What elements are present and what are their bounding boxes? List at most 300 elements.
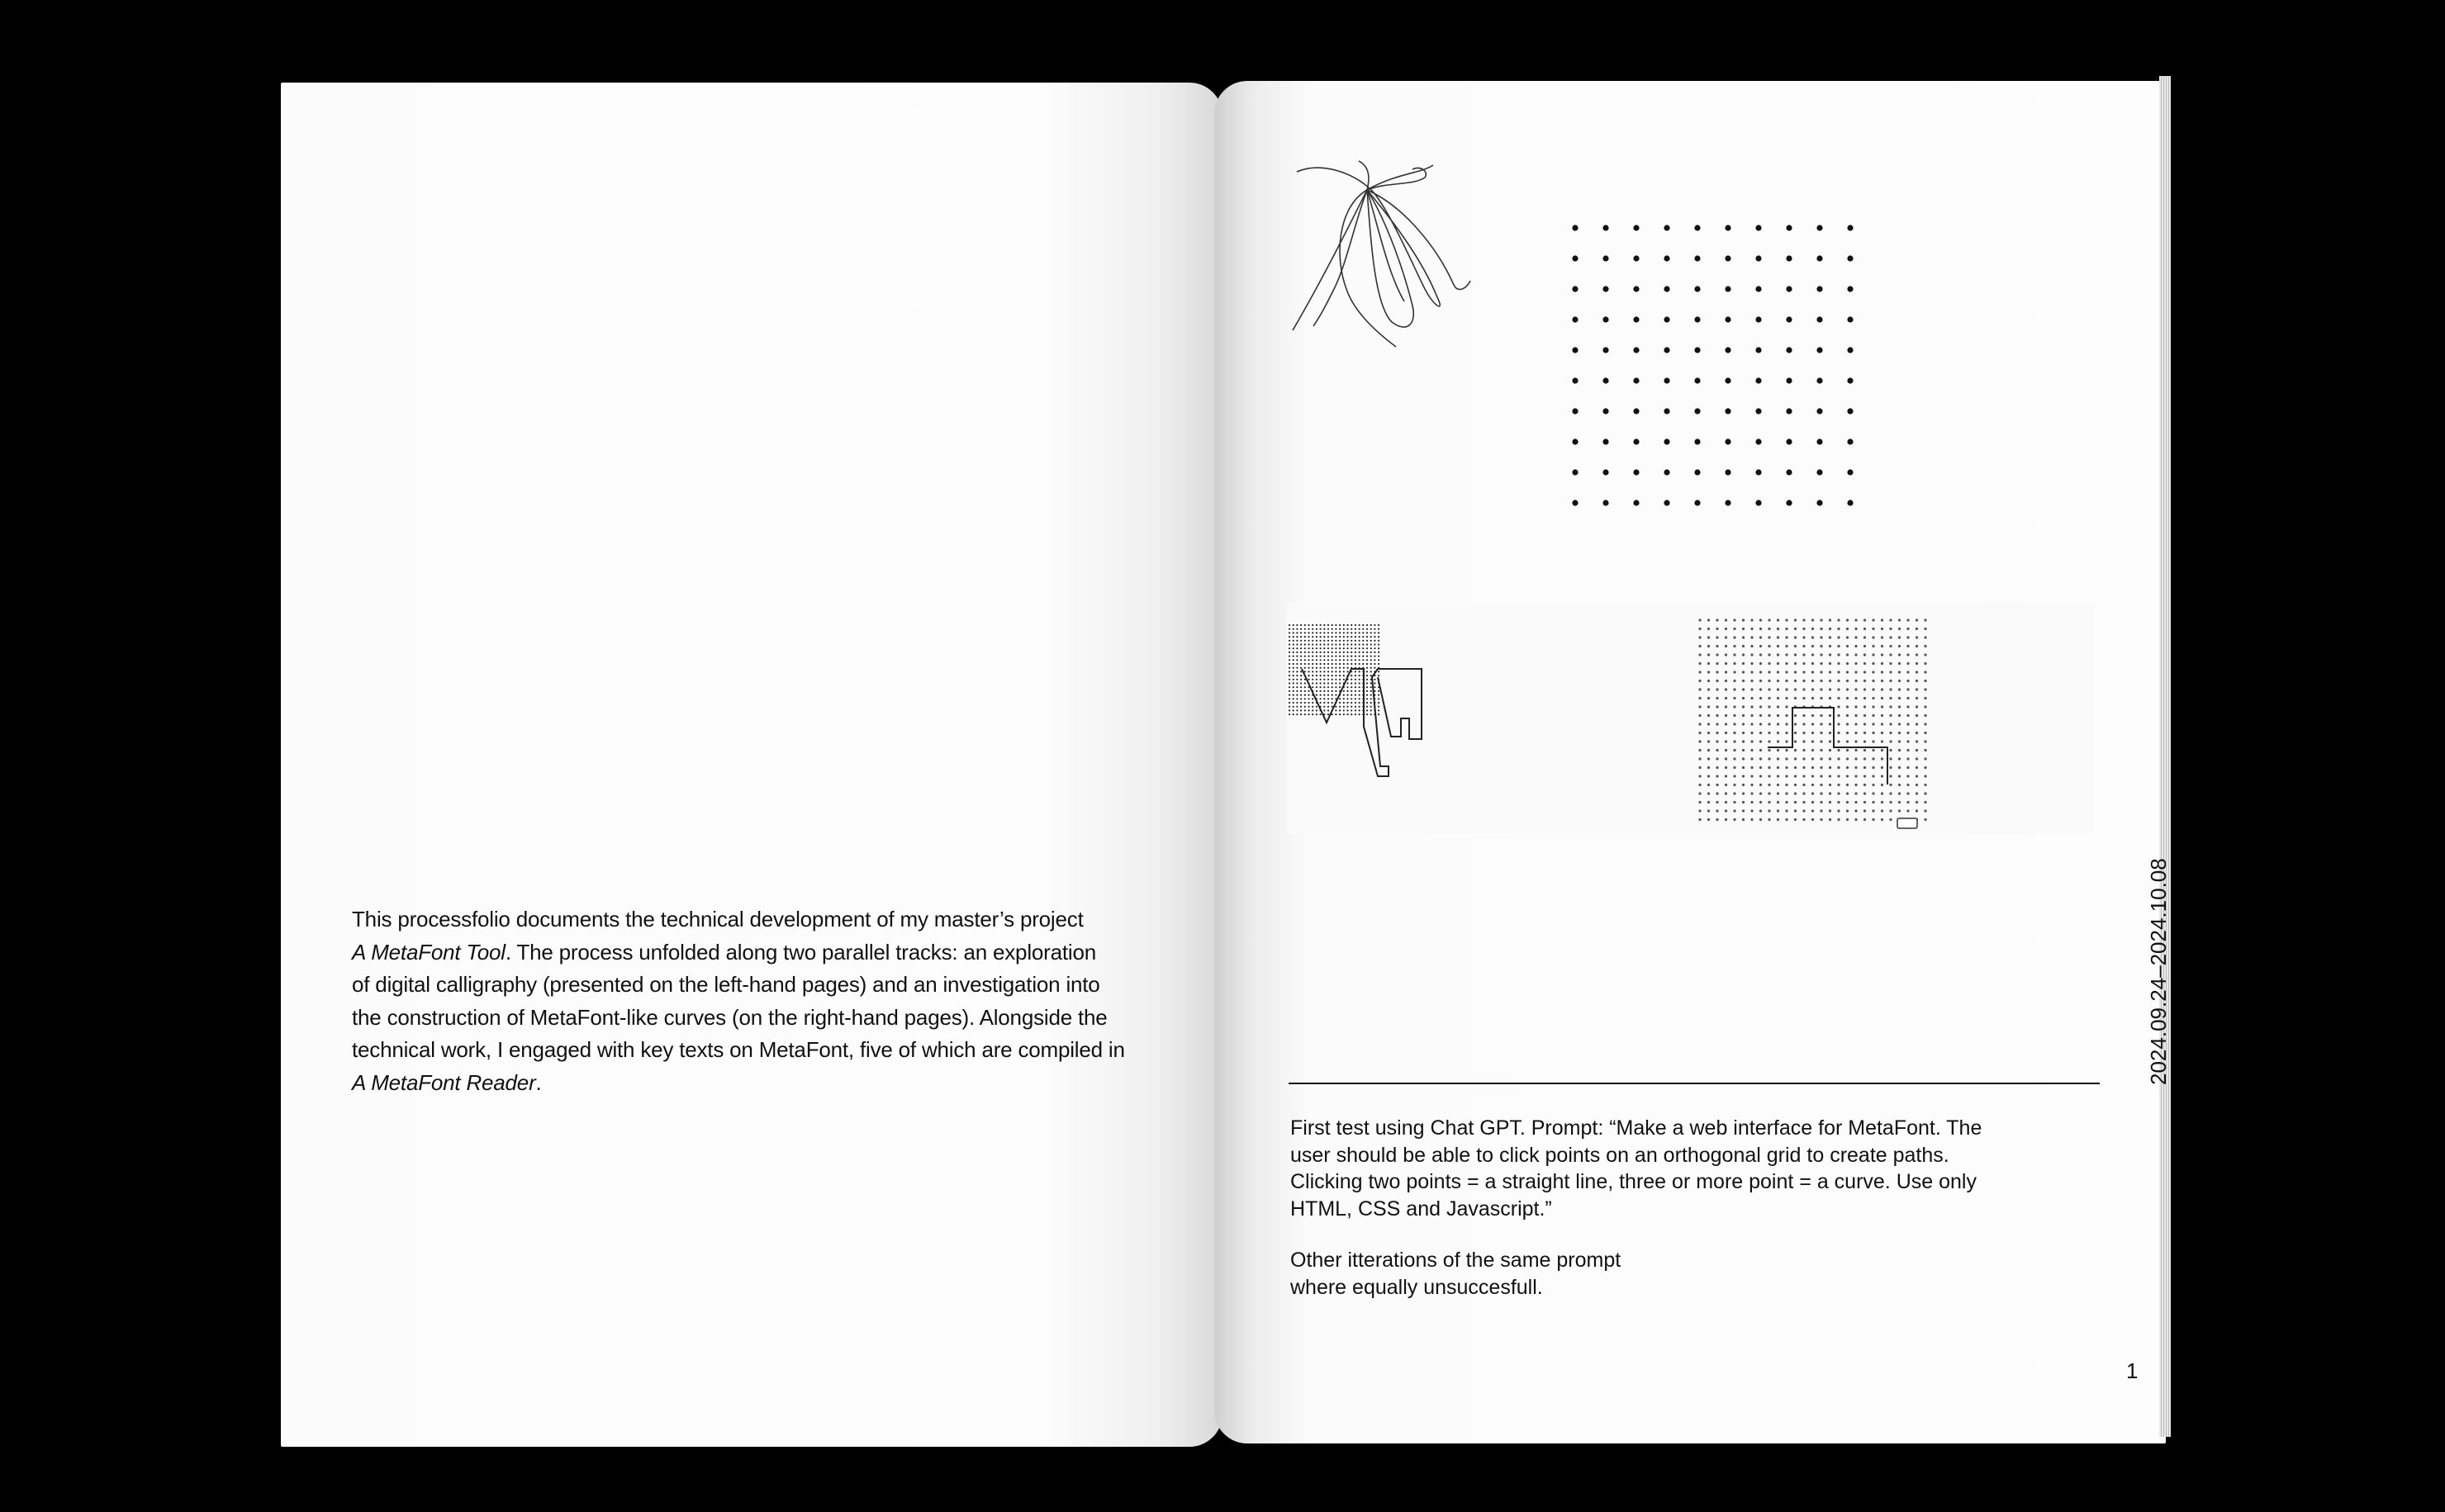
grid-dot <box>1725 408 1730 414</box>
grid-dot <box>1846 688 1849 690</box>
grid-dot <box>1872 653 1874 656</box>
grid-dot <box>1293 663 1294 665</box>
grid-dot <box>1355 656 1356 657</box>
grid-dot <box>1312 713 1313 715</box>
grid-dot <box>1854 662 1857 665</box>
grid-dot <box>1924 740 1926 742</box>
grid-dot <box>1768 784 1770 786</box>
grid-dot <box>1316 675 1317 676</box>
grid-dot <box>1293 690 1294 692</box>
grid-dot <box>1366 659 1368 661</box>
grid-dot <box>1343 628 1345 630</box>
grid-dot <box>1332 632 1333 633</box>
grid-dot <box>1370 659 1372 661</box>
grid-dot <box>1332 698 1333 699</box>
grid-dot <box>1346 698 1348 699</box>
grid-dot <box>1811 688 1814 690</box>
grid-dot <box>1304 656 1306 657</box>
grid-dot <box>1359 652 1360 653</box>
grid-dot <box>1293 652 1294 653</box>
grid-dot <box>1346 628 1348 630</box>
grid-dot <box>1308 632 1309 633</box>
grid-dot <box>1716 749 1718 751</box>
grid-dot <box>1742 809 1745 812</box>
grid-dot <box>1733 723 1735 725</box>
grid-dot <box>1370 706 1372 708</box>
grid-dot <box>1750 766 1753 769</box>
grid-dot <box>1777 705 1779 708</box>
grid-dot <box>1355 663 1356 665</box>
grid-dot <box>1362 647 1364 649</box>
grid-dot <box>1733 784 1735 786</box>
grid-dot <box>1889 784 1892 786</box>
grid-dot <box>1924 809 1926 812</box>
grid-dot <box>1320 690 1322 692</box>
grid-dot <box>1335 636 1336 638</box>
grid-dot <box>1742 801 1745 803</box>
grid-dot <box>1289 628 1290 630</box>
grid-dot <box>1916 705 1918 708</box>
grid-dot <box>1346 624 1348 626</box>
grid-dot <box>1707 671 1710 673</box>
grid-dot <box>1854 775 1857 777</box>
grid-dot <box>1296 636 1298 638</box>
grid-dot <box>1725 645 1727 647</box>
grid-dot <box>1777 792 1779 794</box>
grid-dot <box>1320 652 1322 653</box>
grid-dot <box>1339 671 1341 672</box>
intro-line-3: of digital calligraphy (presented on the left-hand pages) and an investigation into <box>352 972 1100 997</box>
grid-dot <box>1602 377 1608 383</box>
grid-dot <box>1811 792 1814 794</box>
grid-dot <box>1742 732 1745 734</box>
grid-dot <box>1716 680 1718 682</box>
grid-dot <box>1323 624 1325 626</box>
grid-dot <box>1906 688 1909 690</box>
grid-dot <box>1820 792 1822 794</box>
grid-dot <box>1924 801 1926 803</box>
grid-dot <box>1366 667 1368 669</box>
grid-dot <box>1355 659 1356 661</box>
grid-dot <box>1332 652 1333 653</box>
grid-dot <box>1308 652 1309 653</box>
grid-dot <box>1846 697 1849 699</box>
grid-dot <box>1355 709 1356 711</box>
grid-dot <box>1872 784 1874 786</box>
grid-dot <box>1316 671 1317 672</box>
grid-dot <box>1742 705 1745 708</box>
grid-dot <box>1312 702 1313 704</box>
grid-dot <box>1351 656 1352 657</box>
grid-dot <box>1794 636 1797 638</box>
grid-dot <box>1296 643 1298 645</box>
grid-dot <box>1906 775 1909 777</box>
grid-dot <box>1854 757 1857 760</box>
grid-dot <box>1346 647 1348 649</box>
grid-dot <box>1881 757 1883 760</box>
grid-dot <box>1755 225 1761 230</box>
grid-dot <box>1924 671 1926 673</box>
grid-dot <box>1759 749 1762 751</box>
grid-dot <box>1881 784 1883 786</box>
grid-dot <box>1872 757 1874 760</box>
grid-dot <box>1332 636 1333 638</box>
grid-dot <box>1707 697 1710 699</box>
grid-dot <box>1355 671 1356 672</box>
grid-dot <box>1854 723 1857 725</box>
grid-dot <box>1854 705 1857 708</box>
grid-dot <box>1725 636 1727 638</box>
grid-dot <box>1759 714 1762 717</box>
grid-dot <box>1374 679 1375 680</box>
grid-dot <box>1351 675 1352 676</box>
grid-dot <box>1829 809 1831 812</box>
grid-dot <box>1694 225 1700 230</box>
grid-dot <box>1359 694 1360 696</box>
grid-dot <box>1346 632 1348 633</box>
grid-dot <box>1312 659 1313 661</box>
grid-dot <box>1355 632 1356 633</box>
grid-dot <box>1742 662 1745 665</box>
grid-dot <box>1370 702 1372 704</box>
grid-dot <box>1777 619 1779 621</box>
grid-dot <box>1906 662 1909 665</box>
grid-dot <box>1694 500 1700 505</box>
grid-dot <box>1854 653 1857 656</box>
grid-dot <box>1707 628 1710 630</box>
grid-dot <box>1802 636 1805 638</box>
grid-dot <box>1768 775 1770 777</box>
grid-dot <box>1846 723 1849 725</box>
grid-dot <box>1725 697 1727 699</box>
grid-dot <box>1304 690 1306 692</box>
grid-dot <box>1296 694 1298 696</box>
grid-dot <box>1332 647 1333 649</box>
grid-dot <box>1293 647 1294 649</box>
grid-dot <box>1846 653 1849 656</box>
grid-dot <box>1811 775 1814 777</box>
grid-dot <box>1323 671 1325 672</box>
grid-dot <box>1881 714 1883 717</box>
grid-dot <box>1355 652 1356 653</box>
grid-dot <box>1742 653 1745 656</box>
grid-dot <box>1362 643 1364 645</box>
grid-dot <box>1355 702 1356 704</box>
grid-dot <box>1293 682 1294 684</box>
grid-dot <box>1698 688 1701 690</box>
grid-dot <box>1323 679 1325 680</box>
grid-dot <box>1316 636 1317 638</box>
grid-dot <box>1296 675 1298 676</box>
grid-dot <box>1733 619 1735 621</box>
grid-dot <box>1750 653 1753 656</box>
grid-dot <box>1327 709 1329 711</box>
grid-dot <box>1323 628 1325 630</box>
grid-dot <box>1820 662 1822 665</box>
grid-dot <box>1759 688 1762 690</box>
grid-dot <box>1633 316 1639 322</box>
grid-dot <box>1777 628 1779 630</box>
grid-dot <box>1820 723 1822 725</box>
grid-dot <box>1296 679 1298 680</box>
grid-dot <box>1339 667 1341 669</box>
grid-dot <box>1346 640 1348 642</box>
grid-dot <box>1733 697 1735 699</box>
grid-dot <box>1786 469 1792 475</box>
grid-dot <box>1837 749 1840 751</box>
grid-dot <box>1339 679 1341 680</box>
grid-dot <box>1289 686 1290 688</box>
grid-dot <box>1289 640 1290 642</box>
grid-dot <box>1327 640 1329 642</box>
grid-dot <box>1785 792 1787 794</box>
grid-dot <box>1343 643 1345 645</box>
grid-dot <box>1355 690 1356 692</box>
grid-dot <box>1881 653 1883 656</box>
caption-line-4: HTML, CSS and Javascript.” <box>1290 1197 1552 1221</box>
grid-dot <box>1320 671 1322 672</box>
grid-dot <box>1750 749 1753 751</box>
grid-dot <box>1733 818 1735 821</box>
grid-dot <box>1296 709 1298 711</box>
grid-dot <box>1768 671 1770 673</box>
grid-dot <box>1327 671 1329 672</box>
grid-dot <box>1863 697 1866 699</box>
grid-dot <box>1785 732 1787 734</box>
grid-dot <box>1889 766 1892 769</box>
grid-dot <box>1785 801 1787 803</box>
grid-path-screenshot-right <box>1693 615 1941 834</box>
grid-dot <box>1837 775 1840 777</box>
intro-paragraph <box>352 903 1178 1099</box>
grid-dot <box>1906 723 1909 725</box>
grid-dot <box>1794 723 1797 725</box>
grid-dot <box>1323 690 1325 692</box>
grid-dot <box>1327 652 1329 653</box>
grid-dot <box>1335 694 1336 696</box>
grid-dot <box>1898 740 1901 742</box>
grid-dot <box>1320 663 1322 665</box>
grid-dot <box>1759 732 1762 734</box>
grid-dot <box>1304 652 1306 653</box>
grid-dot <box>1898 809 1901 812</box>
grid-dot <box>1768 792 1770 794</box>
grid-dot <box>1351 679 1352 680</box>
grid-dot <box>1572 438 1578 444</box>
grid-dot <box>1881 619 1883 621</box>
grid-dot <box>1742 628 1745 630</box>
grid-dot <box>1820 653 1822 656</box>
grid-dot <box>1742 697 1745 699</box>
grid-dot <box>1362 636 1364 638</box>
grid-dot <box>1339 682 1341 684</box>
grid-dot <box>1366 690 1368 692</box>
grid-dot <box>1374 624 1375 626</box>
grid-dot <box>1811 766 1814 769</box>
grid-dot <box>1759 645 1762 647</box>
grid-dot <box>1863 809 1866 812</box>
grid-dot <box>1308 628 1309 630</box>
grid-dot <box>1296 686 1298 688</box>
grid-dot <box>1725 784 1727 786</box>
grid-dot <box>1837 801 1840 803</box>
grid-dot <box>1323 702 1325 704</box>
grid-dot <box>1759 671 1762 673</box>
grid-dot <box>1343 713 1345 715</box>
grid-dot <box>1339 652 1341 653</box>
grid-dot <box>1312 663 1313 665</box>
grid-dot <box>1370 628 1372 630</box>
grid-dot <box>1906 705 1909 708</box>
grid-dot <box>1881 749 1883 751</box>
grid-dot <box>1716 619 1718 621</box>
grid-dot <box>1300 713 1302 715</box>
grid-dot <box>1572 408 1578 414</box>
grid-dot <box>1924 688 1926 690</box>
grid-dot <box>1924 818 1926 821</box>
grid-dot <box>1312 671 1313 672</box>
grid-dot <box>1829 757 1831 760</box>
grid-dot <box>1786 255 1792 261</box>
grid-dot <box>1343 636 1345 638</box>
grid-dot <box>1293 713 1294 715</box>
grid-dot <box>1355 640 1356 642</box>
grid-dot <box>1872 697 1874 699</box>
grid-dot <box>1924 775 1926 777</box>
grid-dot <box>1916 697 1918 699</box>
grid-dot <box>1725 653 1727 656</box>
grid-dot <box>1362 652 1364 653</box>
grid-dot <box>1716 775 1718 777</box>
grid-dot <box>1707 818 1710 821</box>
grid-dot <box>1378 702 1379 704</box>
grid-dot <box>1872 636 1874 638</box>
grid-dot <box>1916 680 1918 682</box>
grid-dot <box>1359 679 1360 680</box>
grid-dot <box>1366 640 1368 642</box>
grid-dot <box>1716 645 1718 647</box>
grid-dot <box>1323 663 1325 665</box>
grid-dot <box>1300 709 1302 711</box>
grid-dot <box>1300 659 1302 661</box>
grid-dot <box>1742 792 1745 794</box>
grid-dot <box>1664 377 1669 383</box>
grid-dot <box>1889 757 1892 760</box>
grid-dot <box>1312 652 1313 653</box>
grid-dot <box>1837 809 1840 812</box>
grid-dot <box>1759 680 1762 682</box>
grid-dot <box>1829 619 1831 621</box>
grid-dot <box>1794 688 1797 690</box>
grid-dot <box>1794 792 1797 794</box>
grid-dot <box>1750 697 1753 699</box>
grid-dot <box>1335 690 1336 692</box>
grid-dot <box>1359 698 1360 699</box>
grid-dot <box>1881 697 1883 699</box>
grid-dot <box>1733 705 1735 708</box>
grid-dot <box>1312 647 1313 649</box>
grid-dot <box>1786 377 1792 383</box>
grid-dot <box>1304 713 1306 715</box>
grid-dot <box>1335 647 1336 649</box>
grid-dot <box>1881 705 1883 708</box>
grid-dot <box>1346 671 1348 672</box>
grid-dot <box>1378 636 1379 638</box>
grid-dot <box>1359 643 1360 645</box>
grid-dot <box>1829 662 1831 665</box>
grid-dot <box>1362 640 1364 642</box>
grid-dot <box>1698 680 1701 682</box>
grid-dot <box>1906 784 1909 786</box>
grid-dot <box>1916 619 1918 621</box>
grid-dot <box>1694 377 1700 383</box>
grid-dot <box>1312 640 1313 642</box>
grid-dot <box>1351 624 1352 626</box>
grid-dot <box>1296 667 1298 669</box>
grid-dot <box>1906 680 1909 682</box>
grid-dot <box>1768 714 1770 717</box>
grid-dot <box>1733 757 1735 760</box>
grid-dot <box>1346 659 1348 661</box>
grid-dot <box>1308 679 1309 680</box>
grid-dot <box>1916 662 1918 665</box>
grid-dot <box>1300 686 1302 688</box>
grid-dot <box>1359 702 1360 704</box>
grid-dot <box>1924 749 1926 751</box>
grid-dot <box>1786 347 1792 353</box>
grid-dot <box>1698 775 1701 777</box>
grid-dot <box>1308 709 1309 711</box>
grid-dot <box>1794 818 1797 821</box>
grid-dot <box>1820 636 1822 638</box>
grid-dot <box>1335 632 1336 633</box>
grid-dot <box>1362 624 1364 626</box>
grid-dot <box>1759 636 1762 638</box>
grid-dot <box>1802 628 1805 630</box>
grid-dot <box>1725 792 1727 794</box>
grid-dot <box>1716 688 1718 690</box>
grid-dot <box>1378 698 1379 699</box>
grid-dot <box>1366 709 1368 711</box>
grid-dot <box>1359 706 1360 708</box>
grid-dot <box>1881 809 1883 812</box>
grid-dot <box>1889 723 1892 725</box>
grid-dot <box>1733 801 1735 803</box>
grid-dot <box>1811 653 1814 656</box>
grid-dot <box>1768 732 1770 734</box>
grid-dot <box>1847 255 1853 261</box>
grid-dot <box>1898 775 1901 777</box>
grid-dot <box>1332 679 1333 680</box>
grid-dot <box>1742 619 1745 621</box>
grid-dot <box>1323 659 1325 661</box>
grid-dot <box>1293 659 1294 661</box>
grid-dot <box>1707 766 1710 769</box>
grid-dot <box>1811 732 1814 734</box>
grid-dot <box>1924 714 1926 717</box>
grid-dot <box>1366 698 1368 699</box>
grid-dot <box>1759 628 1762 630</box>
grid-dot <box>1889 680 1892 682</box>
grid-dot <box>1343 624 1345 626</box>
grid-dot <box>1343 656 1345 657</box>
grid-dot <box>1707 645 1710 647</box>
grid-dot <box>1777 784 1779 786</box>
grid-dot <box>1854 619 1857 621</box>
grid-dot <box>1633 438 1639 444</box>
grid-dot <box>1335 671 1336 672</box>
grid-dot <box>1370 656 1372 657</box>
